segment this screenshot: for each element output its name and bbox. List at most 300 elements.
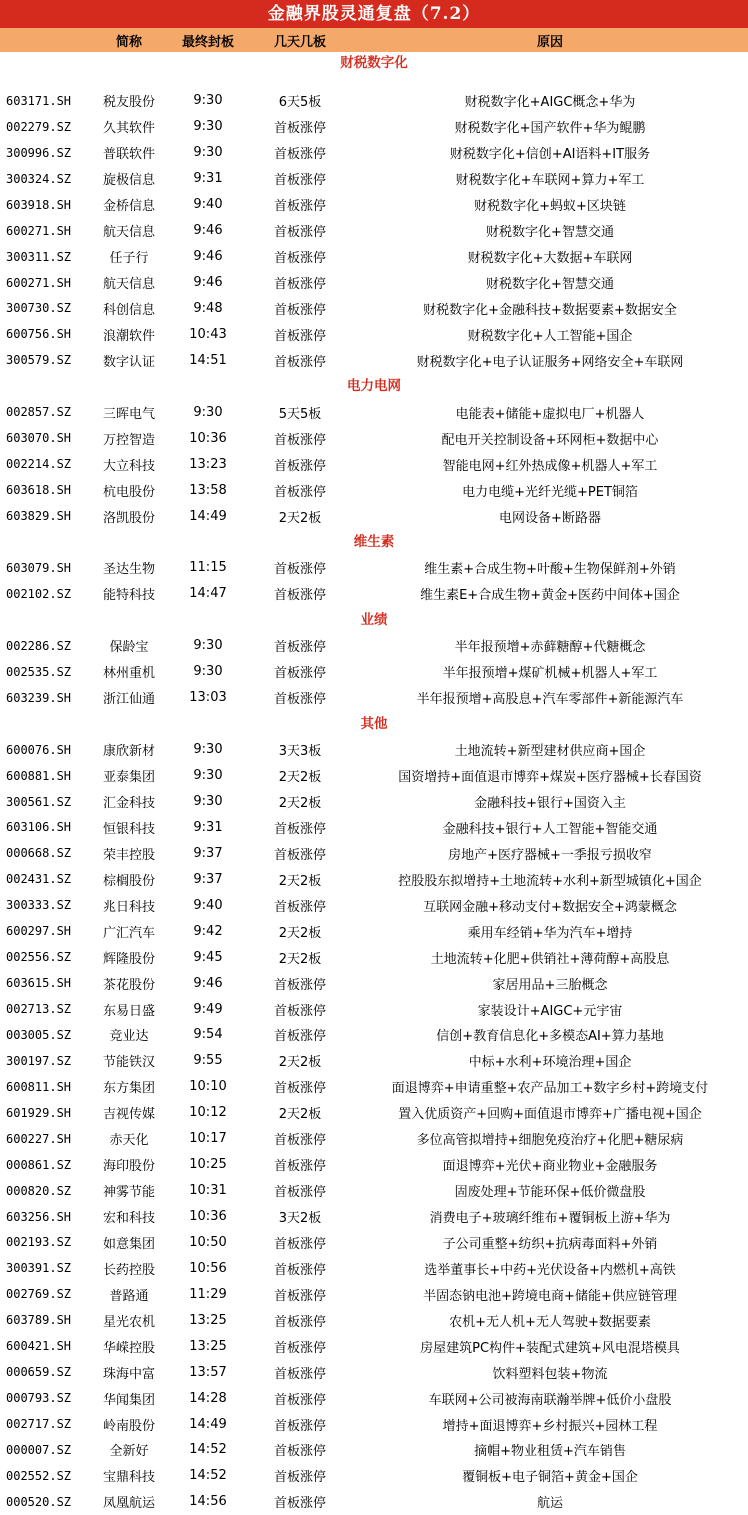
- reason: 互联网金融+移动支付+数据安全+鸿蒙概念: [423, 899, 677, 915]
- table-row: [0, 218, 748, 244]
- table-row: [0, 685, 748, 711]
- reason: 财税数字化+国产软件+华为鲲鹏: [454, 121, 646, 137]
- board-count: 首板涨停: [273, 588, 326, 604]
- limit-time: 14:56: [189, 1494, 227, 1510]
- limit-time: 10:17: [189, 1131, 227, 1147]
- board-count: 首板涨停: [273, 692, 326, 708]
- table-row: [0, 347, 748, 373]
- limit-time: 10:10: [189, 1079, 227, 1095]
- stock-name: 洛凯股份: [102, 510, 155, 526]
- board-count: 5天5板: [278, 406, 322, 422]
- board-count: 3天2板: [278, 1211, 322, 1227]
- stock-name: 浪潮软件: [102, 328, 155, 344]
- stock-code: 300197.SZ: [6, 1053, 72, 1068]
- stock-name: 杭电股份: [102, 484, 155, 500]
- reason: 家装设计+AIGC+元宇宙: [477, 1003, 623, 1019]
- stock-name: 旋极信息: [102, 173, 155, 189]
- board-count: 首板涨停: [273, 666, 326, 682]
- limit-time: 9:30: [193, 145, 223, 161]
- limit-time: 9:54: [193, 1027, 223, 1043]
- stock-code: 600811.SH: [6, 1079, 72, 1094]
- stock-name: 普联软件: [102, 147, 155, 163]
- stock-code: 002556.SZ: [6, 950, 72, 965]
- stock-code: 300324.SZ: [6, 171, 72, 186]
- reason: 置入优质资产+回购+面值退市博弈+广播电视+国企: [398, 1107, 702, 1123]
- reason: 饮料塑料包装+物流: [492, 1366, 608, 1382]
- stock-code: 300311.SZ: [6, 249, 72, 264]
- board-count: 2天2板: [278, 873, 322, 889]
- stock-code: 603789.SH: [6, 1313, 72, 1328]
- reason: 财税数字化+电子认证服务+网络安全+车联网: [416, 354, 684, 370]
- table-row: [0, 1255, 748, 1281]
- stock-name: 东易日盛: [102, 1003, 155, 1019]
- stock-name: 科创信息: [102, 302, 155, 318]
- limit-time: 9:40: [193, 197, 223, 213]
- table-row: [0, 1359, 748, 1385]
- board-count: 首板涨停: [273, 1366, 326, 1382]
- stock-code: 300333.SZ: [6, 898, 72, 913]
- limit-time: 11:29: [189, 1286, 227, 1302]
- stock-code: 603106.SH: [6, 820, 72, 835]
- stock-code: 603239.SH: [6, 690, 72, 705]
- reason: 电能表+储能+虚拟电厂+机器人: [455, 406, 645, 422]
- reason: 车联网+公司被海南联瀚举牌+低价小盘股: [428, 1392, 672, 1408]
- board-count: 首板涨停: [273, 1444, 326, 1460]
- limit-time: 10:36: [189, 430, 227, 446]
- stock-code: 002193.SZ: [6, 1235, 72, 1250]
- limit-time: 9:37: [193, 845, 223, 861]
- board-count: 首板涨停: [273, 1340, 326, 1356]
- limit-time: 9:31: [193, 171, 223, 187]
- stock-code: 002713.SZ: [6, 1002, 72, 1017]
- limit-time: 13:23: [189, 456, 227, 472]
- limit-time: 14:49: [189, 1416, 227, 1432]
- stock-code: 600076.SH: [6, 742, 72, 757]
- stock-name: 华闻集团: [102, 1392, 155, 1408]
- limit-time: 13:25: [189, 1338, 227, 1354]
- table-row: [0, 321, 748, 347]
- limit-time: 13:25: [189, 1312, 227, 1328]
- reason: 乘用车经销+华为汽车+增持: [467, 925, 633, 941]
- table-row: [0, 1307, 748, 1333]
- stock-code: 600421.SH: [6, 1339, 72, 1354]
- stock-code: 600297.SH: [6, 924, 72, 939]
- reason: 半年报预增+赤藓糖醇+代糖概念: [454, 640, 646, 656]
- stock-code: 600271.SH: [6, 223, 72, 238]
- stock-name: 吉视传媒: [102, 1107, 155, 1123]
- board-count: 首板涨停: [273, 1081, 326, 1097]
- section-heading: 其他: [360, 715, 388, 732]
- stock-name: 航天信息: [102, 225, 155, 241]
- stock-name: 东方集团: [102, 1081, 155, 1097]
- stock-code: 002769.SZ: [6, 1287, 72, 1302]
- reason: 财税数字化+人工智能+国企: [467, 328, 633, 344]
- stock-name: 珠海中富: [102, 1366, 155, 1382]
- header-reason: 原因: [536, 34, 563, 50]
- reason: 半年报预增+高股息+汽车零部件+新能源汽车: [416, 692, 684, 708]
- header-time: 最终封板: [181, 34, 234, 50]
- board-count: 首板涨停: [273, 354, 326, 370]
- limit-time: 14:52: [189, 1442, 227, 1458]
- limit-time: 13:03: [189, 690, 227, 706]
- board-count: 首板涨停: [273, 1496, 326, 1512]
- limit-time: 9:45: [193, 949, 223, 965]
- table-row: [0, 815, 748, 841]
- stock-name: 荣丰控股: [102, 847, 155, 863]
- board-count: 2天2板: [278, 510, 322, 526]
- board-count: 6天5板: [278, 95, 322, 111]
- table-row: [0, 503, 748, 529]
- limit-time: 9:30: [193, 768, 223, 784]
- board-count: 首板涨停: [273, 1236, 326, 1252]
- table-row: [0, 996, 748, 1022]
- table-row: [0, 633, 748, 659]
- table-row: [0, 555, 748, 581]
- table-row: [0, 659, 748, 685]
- stock-name: 赤天化: [109, 1133, 149, 1149]
- stock-code: 600227.SH: [6, 1131, 72, 1146]
- limit-time: 13:57: [189, 1364, 227, 1380]
- page-title: 金融界股灵通复盘（7.2）: [0, 0, 748, 28]
- reason: 维生素E+合成生物+黄金+医药中间体+国企: [420, 588, 680, 604]
- table-row: [0, 892, 748, 918]
- stock-name: 康欣新材: [102, 744, 155, 760]
- stock-name: 宏和科技: [102, 1211, 155, 1227]
- table-row: [0, 944, 748, 970]
- reason: 财税数字化+信创+AI语料+IT服务: [449, 147, 651, 163]
- table-row: [0, 840, 748, 866]
- stock-name: 保龄宝: [109, 640, 149, 656]
- limit-time: 9:30: [193, 404, 223, 420]
- limit-time: 9:30: [193, 742, 223, 758]
- table-row: [0, 1463, 748, 1489]
- stock-code: 600881.SH: [6, 768, 72, 783]
- board-count: 2天2板: [278, 951, 322, 967]
- stock-name: 恒银科技: [102, 821, 155, 837]
- reason: 财税数字化+AIGC概念+华为: [464, 95, 636, 111]
- stock-code: 000820.SZ: [6, 1183, 72, 1198]
- board-count: 2天2板: [278, 1055, 322, 1071]
- reason: 控股股东拟增持+土地流转+水利+新型城镇化+国企: [398, 873, 702, 889]
- table-row: [0, 1152, 748, 1178]
- stock-name: 长药控股: [102, 1262, 155, 1278]
- table-row: [0, 1204, 748, 1230]
- board-count: 首板涨停: [273, 1185, 326, 1201]
- reason: 智能电网+红外热成像+机器人+军工: [442, 458, 658, 474]
- stock-name: 林州重机: [102, 666, 155, 682]
- limit-time: 9:46: [193, 223, 223, 239]
- limit-time: 10:43: [189, 326, 227, 342]
- board-count: 首板涨停: [273, 1470, 326, 1486]
- limit-time: 9:30: [193, 93, 223, 109]
- board-count: 2天2板: [278, 770, 322, 786]
- limit-time: 9:49: [193, 1001, 223, 1017]
- board-count: 首板涨停: [273, 1029, 326, 1045]
- stock-code: 000520.SZ: [6, 1494, 72, 1509]
- limit-time: 9:30: [193, 638, 223, 654]
- reason: 半固态钠电池+跨境电商+储能+供应链管理: [423, 1288, 677, 1304]
- stock-code: 603918.SH: [6, 197, 72, 212]
- table-row: [0, 1333, 748, 1359]
- table-row: [0, 1178, 748, 1204]
- stock-name: 节能铁汉: [102, 1055, 155, 1071]
- reason: 土地流转+新型建材供应商+国企: [454, 744, 646, 760]
- reason: 多位高管拟增持+细胞免疫治疗+化肥+糖尿病: [416, 1133, 684, 1149]
- stock-code: 300996.SZ: [6, 145, 72, 160]
- reason: 信创+教育信息化+多模态AI+算力基地: [436, 1029, 664, 1045]
- reason: 消费电子+玻璃纤维布+覆铜板上游+华为: [429, 1211, 671, 1227]
- table-header: [0, 28, 748, 52]
- board-count: 首板涨停: [273, 121, 326, 137]
- reason: 财税数字化+智慧交通: [486, 277, 614, 293]
- stock-code: 603070.SH: [6, 431, 72, 446]
- stock-name: 星光农机: [102, 1314, 155, 1330]
- limit-time: 9:30: [193, 664, 223, 680]
- board-count: 首板涨停: [273, 1133, 326, 1149]
- table-body: [0, 52, 748, 1515]
- table-row: [0, 918, 748, 944]
- stock-code: 603256.SH: [6, 1209, 72, 1224]
- reason: 家居用品+三胎概念: [492, 977, 608, 993]
- table-row: [0, 1489, 748, 1515]
- table-row: [0, 166, 748, 192]
- board-count: 首板涨停: [273, 199, 326, 215]
- reason: 中标+水利+环境治理+国企: [468, 1055, 632, 1071]
- stock-name: 金桥信息: [102, 199, 155, 215]
- stock-name: 竞业达: [109, 1029, 149, 1045]
- limit-time: 9:46: [193, 975, 223, 991]
- stock-code: 000659.SZ: [6, 1365, 72, 1380]
- stock-code: 002102.SZ: [6, 586, 72, 601]
- stock-code: 000007.SZ: [6, 1442, 72, 1457]
- limit-time: 9:48: [193, 300, 223, 316]
- reason: 土地流转+化肥+供销社+薄荷醇+高股息: [430, 951, 670, 967]
- limit-time: 14:51: [189, 352, 227, 368]
- stock-code: 002717.SZ: [6, 1417, 72, 1432]
- reason: 电网设备+断路器: [499, 510, 601, 526]
- table-row: [0, 1437, 748, 1463]
- reason: 财税数字化+蚂蚁+区块链: [474, 199, 626, 215]
- stock-code: 300579.SZ: [6, 353, 72, 368]
- stock-name: 亚泰集团: [102, 770, 155, 786]
- stock-name: 税友股份: [102, 95, 155, 111]
- table-row: [0, 1230, 748, 1256]
- table-row: [0, 1281, 748, 1307]
- stock-name: 大立科技: [102, 458, 155, 474]
- stock-code: 003005.SZ: [6, 1027, 72, 1042]
- board-count: 首板涨停: [273, 1159, 326, 1175]
- reason: 固废处理+节能环保+低价微盘股: [454, 1185, 646, 1201]
- reason: 维生素+合成生物+叶酸+生物保鲜剂+外销: [424, 562, 676, 578]
- board-count: 首板涨停: [273, 1003, 326, 1019]
- reason: 金融科技+银行+国资入主: [474, 796, 626, 812]
- limit-time: 9:40: [193, 897, 223, 913]
- stock-name: 航天信息: [102, 277, 155, 293]
- reason: 摘帽+物业租赁+汽车销售: [474, 1444, 626, 1460]
- table-row: [0, 477, 748, 503]
- section-heading: 电力电网: [347, 378, 401, 395]
- stock-code: 002286.SZ: [6, 638, 72, 653]
- stock-name: 兆日科技: [102, 899, 155, 915]
- stock-name: 广汇汽车: [102, 925, 155, 941]
- limit-time: 9:42: [193, 923, 223, 939]
- table-row: [0, 114, 748, 140]
- table-row: [0, 399, 748, 425]
- limit-time: 10:56: [189, 1260, 227, 1276]
- table-row: [0, 1411, 748, 1437]
- table-row: [0, 270, 748, 296]
- table-row: [0, 866, 748, 892]
- stock-code: 600271.SH: [6, 275, 72, 290]
- stock-code: 002431.SZ: [6, 872, 72, 887]
- section-heading: 维生素: [353, 534, 395, 550]
- board-count: 首板涨停: [273, 432, 326, 448]
- stock-name: 数字认证: [102, 354, 155, 370]
- section-heading: 业绩: [360, 611, 388, 628]
- table-row: [0, 789, 748, 815]
- board-count: 首板涨停: [273, 562, 326, 578]
- reason: 航运: [536, 1496, 563, 1512]
- stock-name: 凤凰航运: [102, 1496, 155, 1512]
- reason: 房屋建筑PC构件+装配式建筑+风电混塔模具: [420, 1340, 680, 1356]
- stock-name: 棕榈股份: [102, 873, 155, 889]
- limit-time: 10:12: [189, 1105, 227, 1121]
- stock-code: 002279.SZ: [6, 119, 72, 134]
- board-count: 首板涨停: [273, 484, 326, 500]
- stock-name: 浙江仙通: [102, 692, 155, 708]
- table-row: [0, 244, 748, 270]
- limit-time: 13:58: [189, 482, 227, 498]
- stock-code: 002857.SZ: [6, 405, 72, 420]
- stock-code: 000861.SZ: [6, 1157, 72, 1172]
- stock-code: 300730.SZ: [6, 301, 72, 316]
- board-count: 首板涨停: [273, 1262, 326, 1278]
- limit-time: 9:55: [193, 1053, 223, 1069]
- header-days: 几天几板: [273, 34, 326, 50]
- stock-name: 普路通: [109, 1288, 149, 1304]
- stock-name: 三晖电气: [102, 406, 155, 422]
- stock-name: 如意集团: [102, 1236, 155, 1252]
- stock-code: 603171.SH: [6, 93, 72, 108]
- stock-code: 002214.SZ: [6, 457, 72, 472]
- stock-name: 久其软件: [102, 121, 155, 137]
- stock-code: 000793.SZ: [6, 1391, 72, 1406]
- stock-code: 603829.SH: [6, 509, 72, 524]
- stock-code: 600756.SH: [6, 327, 72, 342]
- limit-time: 10:25: [189, 1157, 227, 1173]
- board-count: 首板涨停: [273, 458, 326, 474]
- limit-time: 10:50: [189, 1234, 227, 1250]
- limit-time: 9:30: [193, 119, 223, 135]
- reason: 金融科技+银行+人工智能+智能交通: [442, 821, 658, 837]
- stock-name: 神雾节能: [102, 1185, 155, 1201]
- table-row: [0, 737, 748, 763]
- table-row: [0, 296, 748, 322]
- stock-name: 圣达生物: [102, 562, 155, 578]
- stock-code: 300391.SZ: [6, 1261, 72, 1276]
- reason: 配电开关控制设备+环网柜+数据中心: [441, 432, 659, 448]
- stock-name: 华嵘控股: [102, 1340, 155, 1356]
- board-count: 首板涨停: [273, 147, 326, 163]
- limit-time: 14:28: [189, 1390, 227, 1406]
- table-row: [0, 192, 748, 218]
- header-name: 简称: [115, 34, 142, 50]
- reason: 财税数字化+车联网+算力+军工: [455, 173, 645, 189]
- table-row: [0, 451, 748, 477]
- limit-time: 9:37: [193, 871, 223, 887]
- limit-time: 11:15: [189, 560, 227, 576]
- section-heading: 财税数字化: [340, 55, 408, 71]
- reason: 选举董事长+中药+光伏设备+内燃机+高铁: [424, 1262, 676, 1278]
- reason: 农机+无人机+无人驾驶+数据要素: [449, 1314, 651, 1330]
- reason: 增持+面退博弈+乡村振兴+园林工程: [442, 1418, 658, 1434]
- stock-code: 000668.SZ: [6, 846, 72, 861]
- limit-time: 14:47: [189, 586, 227, 602]
- board-count: 首板涨停: [273, 1314, 326, 1330]
- limit-time: 10:36: [189, 1209, 227, 1225]
- reason: 子公司重整+纺织+抗病毒面料+外销: [442, 1236, 658, 1252]
- board-count: 首板涨停: [273, 251, 326, 267]
- board-count: 首板涨停: [273, 977, 326, 993]
- reason: 财税数字化+智慧交通: [486, 225, 614, 241]
- board-count: 首板涨停: [273, 640, 326, 656]
- stock-code: 002535.SZ: [6, 664, 72, 679]
- limit-time: 10:31: [189, 1183, 227, 1199]
- stock-name: 全新好: [109, 1444, 149, 1460]
- board-count: 首板涨停: [273, 277, 326, 293]
- board-count: 首板涨停: [273, 1418, 326, 1434]
- table-row: [0, 970, 748, 996]
- stock-name: 万控智造: [102, 432, 155, 448]
- limit-time: 14:49: [189, 508, 227, 524]
- table-row: [0, 1074, 748, 1100]
- reason: 财税数字化+大数据+车联网: [467, 251, 633, 267]
- board-count: 首板涨停: [273, 1288, 326, 1304]
- reason: 覆铜板+电子铜箔+黄金+国企: [462, 1470, 638, 1486]
- board-count: 首板涨停: [273, 302, 326, 318]
- table-row: [0, 1022, 748, 1048]
- table-row: [0, 1048, 748, 1074]
- reason: 半年报预增+煤矿机械+机器人+军工: [442, 666, 658, 682]
- stock-name: 辉隆股份: [102, 951, 155, 967]
- stock-code: 002552.SZ: [6, 1468, 72, 1483]
- reason: 国资增持+面值退市博弈+煤炭+医疗器械+长春国资: [398, 770, 702, 786]
- stock-code: 300561.SZ: [6, 794, 72, 809]
- limit-time: 9:30: [193, 794, 223, 810]
- table-row: [0, 1100, 748, 1126]
- stock-name: 能特科技: [102, 588, 155, 604]
- stock-name: 宝鼎科技: [102, 1470, 155, 1486]
- reason: 面退博弈+申请重整+农产品加工+数字乡村+跨境支付: [391, 1081, 709, 1097]
- stock-name: 岭南股份: [102, 1418, 155, 1434]
- board-count: 首板涨停: [273, 1392, 326, 1408]
- table-row: [0, 581, 748, 607]
- board-count: 3天3板: [278, 744, 322, 760]
- limit-time: 9:46: [193, 249, 223, 265]
- table-row: [0, 88, 748, 114]
- reason: 面退博弈+光伏+商业物业+金融服务: [442, 1159, 658, 1175]
- board-count: 首板涨停: [273, 821, 326, 837]
- board-count: 首板涨停: [273, 173, 326, 189]
- reason: 电力电缆+光纤光缆+PET铜箔: [462, 484, 638, 500]
- board-count: 首板涨停: [273, 899, 326, 915]
- stock-code: 603618.SH: [6, 483, 72, 498]
- stock-code: 601929.SH: [6, 1105, 72, 1120]
- stock-name: 汇金科技: [102, 796, 155, 812]
- limit-time: 9:46: [193, 275, 223, 291]
- limit-time: 14:52: [189, 1468, 227, 1484]
- board-count: 2天2板: [278, 925, 322, 941]
